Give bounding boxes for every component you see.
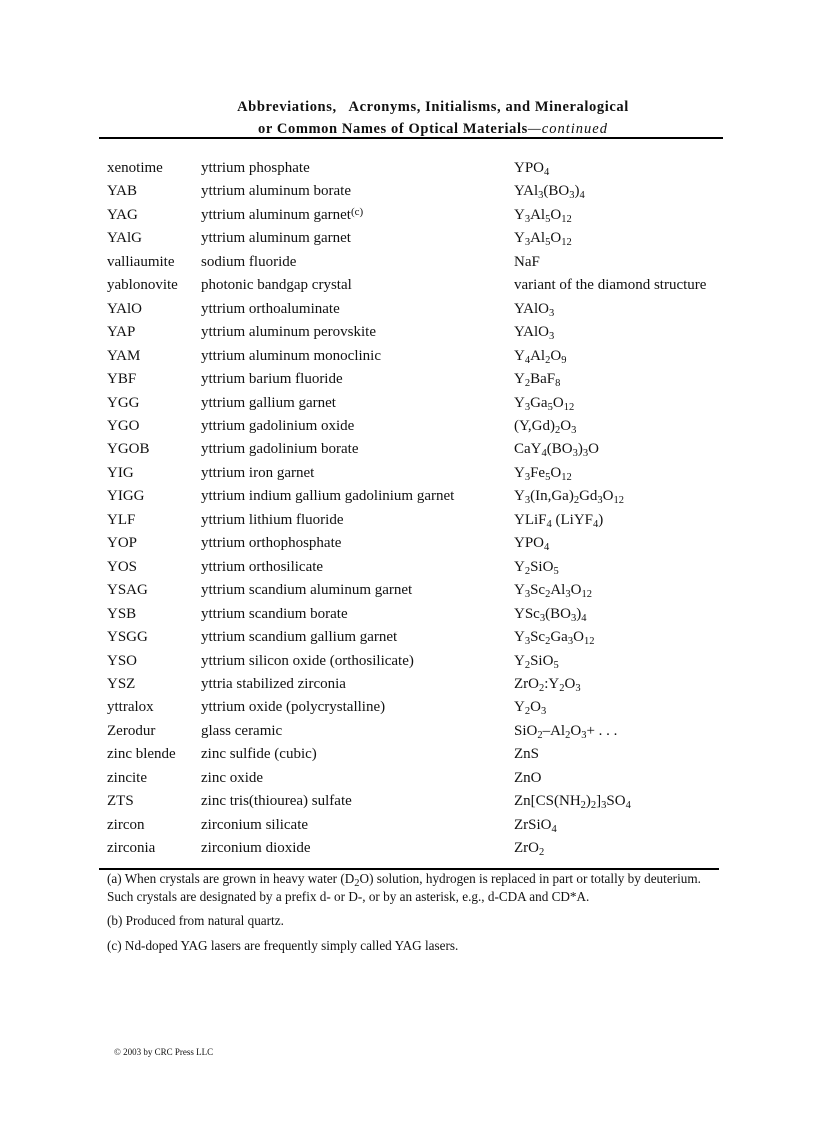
continued-dash: — [527, 121, 542, 137]
table-row [107, 720, 734, 743]
table-row [107, 392, 734, 415]
formula-cell: $Y_3Sc_2Al_3O_{12}$ [514, 582, 592, 601]
abbreviation-cell: valliaumite [107, 253, 175, 270]
formula-cell: $Zn[CS(NH_2)_2]_3SO_4$ [514, 793, 631, 812]
abbreviation-cell: xenotime [107, 160, 163, 176]
abbreviation-cell: YSGG [107, 629, 148, 646]
formula-cell: $(Y,Gd)_2O_3$ [514, 417, 577, 436]
abbreviation-cell: YSB [107, 605, 137, 622]
table-row [107, 603, 734, 626]
table-row [107, 485, 734, 508]
formula-cell: $Y_3Sc_2Ga_3O_{12}$ [514, 629, 595, 648]
abbreviation-cell: yablonovite [107, 277, 178, 294]
abbreviation-cell: YGG [107, 394, 140, 411]
table-row [107, 180, 734, 203]
material-name-cell: yttrium gadolinium oxide [201, 417, 355, 434]
table-row [107, 462, 734, 485]
formula-cell: $Y_3Fe_5O_{12}$ [514, 464, 572, 483]
formula-cell: ZrSiO$_4$ [514, 816, 557, 835]
formula-cell: $CaY_4(BO_3)_3O$ [514, 441, 599, 460]
table-row [107, 814, 734, 837]
material-name-cell: zinc oxide [201, 769, 264, 786]
abbreviation-cell: zinc blende [107, 746, 176, 763]
table-row [107, 298, 734, 321]
title-line-2-text: or Common Names of Optical Materials [258, 121, 528, 137]
table-row [107, 696, 734, 719]
materials-table [107, 157, 734, 861]
table-row [107, 743, 734, 766]
material-name-cell: yttrium gallium garnet [201, 394, 336, 411]
abbreviation-cell: YGO [107, 417, 140, 434]
formula-cell: $Y_3Al_5O_{12}$ [514, 230, 572, 249]
formula-cell: $Y_2SiO_5$ [514, 652, 559, 671]
table-row [107, 532, 734, 555]
material-name-cell: yttrium scandium aluminum garnet [201, 582, 413, 599]
copyright: © 2003 by CRC Press LLC [114, 1047, 214, 1057]
abbreviation-cell: YSAG [107, 582, 148, 599]
material-name-cell: yttrium scandium borate [201, 605, 348, 622]
table-row [107, 673, 734, 696]
formula-cell: $YPO_4$ [514, 535, 550, 554]
formula-cell: $Y_3Al_5O_{12}$ [514, 206, 572, 225]
formula-cell: $Y_2BaF_8$ [514, 371, 561, 390]
abbreviation-cell: YSZ [107, 675, 136, 692]
formula-cell: NaF [514, 253, 540, 270]
footnotes [107, 870, 711, 961]
material-name-cell: yttrium oxide (polycrystalline) [201, 699, 386, 716]
material-name-cell: yttria stabilized zirconia [201, 675, 346, 692]
material-name-cell: yttrium aluminum borate [201, 183, 351, 200]
formula-cell: YAlO$_3$ [514, 324, 555, 343]
material-name-cell: yttrium barium fluoride [201, 371, 343, 388]
abbreviation-cell: YAG [107, 206, 138, 223]
formula-cell: $ZrO_2:Y_2O_3$ [514, 675, 581, 694]
formula-cell: $Y_2O_3$ [514, 699, 547, 718]
abbreviation-cell: YGOB [107, 441, 150, 458]
material-name-cell: zinc tris(thiourea) sulfate [201, 793, 352, 810]
formula-cell: ZnS [514, 746, 540, 763]
footnote: (c) Nd-doped YAG lasers are frequently simply called YAG lasers. [107, 937, 459, 953]
material-name-cell: yttrium phosphate [201, 160, 310, 176]
formula-cell: $Y_2SiO_5$ [514, 558, 559, 577]
table-row [107, 204, 734, 227]
material-name-cell: zirconium silicate [201, 816, 309, 833]
material-name-cell: yttrium scandium gallium garnet [201, 629, 398, 646]
abbreviation-cell: YAlO [107, 300, 143, 317]
table-row [107, 579, 734, 602]
table-row [107, 650, 734, 673]
table-row [107, 837, 734, 860]
formula-cell: ZrO$_2$ [514, 840, 545, 859]
table-row [107, 345, 734, 368]
table-row [107, 626, 734, 649]
materials-table-body [107, 157, 734, 861]
table-row [107, 438, 734, 461]
continued-label: continued [541, 121, 608, 137]
formula-cell: YLiF$_4$ (LiYF$_4$) [514, 511, 604, 530]
material-name-cell: yttrium iron garnet [201, 464, 315, 481]
formula-cell: ZnO [514, 769, 542, 786]
table-row [107, 767, 734, 790]
table-row [107, 227, 734, 250]
table-row [107, 157, 734, 180]
table-row [107, 321, 734, 344]
material-name-cell: photonic bandgap crystal [201, 277, 352, 294]
formula-cell: $YSc_3(BO_3)_4$ [514, 605, 587, 624]
abbreviation-cell: YAM [107, 347, 141, 364]
formula-cell: $Y_3(In,Ga)_2Gd_3O_{12}$ [514, 488, 625, 507]
material-name-cell: yttrium aluminum garnet [201, 230, 351, 247]
material-name-cell: yttrium lithium fluoride [201, 511, 344, 528]
abbreviation-cell: zirconia [107, 840, 156, 857]
table-row [107, 556, 734, 579]
formula-cell: variant of the diamond structure [514, 277, 707, 294]
title-line-1: Abbreviations, Acronyms, Initialisms, and Mineralogical [237, 99, 629, 115]
abbreviation-cell: YAP [107, 324, 136, 341]
table-row [107, 274, 734, 297]
material-name-cell: yttrium orthosilicate [201, 558, 324, 575]
abbreviation-cell: YOP [107, 535, 138, 552]
abbreviation-cell: zincite [107, 769, 147, 786]
formula-cell: $Y_3Ga_5O_{12}$ [514, 394, 575, 413]
table-row [107, 251, 734, 274]
material-name-cell: zinc sulfide (cubic) [201, 746, 317, 763]
top-rule [99, 137, 723, 139]
material-name-cell: sodium fluoride [201, 253, 297, 270]
footnote: (a) When crystals are grown in heavy water $(D_2O)$ solution, hydrogen is replaced in part or totally by deuterium. Such crystals are designated by a prefix d- or D-, or by an asterisk, e.g., d-CDA and CD*A. [107, 871, 701, 904]
abbreviation-cell: YOS [107, 558, 138, 575]
material-name-cell: yttrium orthophosphate [201, 535, 342, 552]
table-row [107, 415, 734, 438]
abbreviation-cell: YAlG [107, 230, 143, 247]
abbreviation-cell: zircon [107, 816, 145, 833]
table-row [107, 368, 734, 391]
abbreviation-cell: ZTS [107, 793, 134, 810]
formula-cell: $YAl_3(BO_3)_4$ [514, 183, 585, 202]
material-name-cell: yttrium gadolinium borate [201, 441, 359, 458]
material-name-cell: yttrium aluminum perovskite [201, 324, 376, 341]
abbreviation-cell: yttralox [107, 699, 154, 716]
table-title [0, 96, 816, 140]
material-name-cell: yttrium aluminum garnet$^{(c)}$ [201, 205, 364, 223]
abbreviation-cell: YIG [107, 464, 134, 481]
formula-cell: YAlO$_3$ [514, 300, 555, 319]
abbreviation-cell: Zerodur [107, 722, 156, 739]
formula-cell: $YPO_4$ [514, 160, 550, 178]
material-name-cell: yttrium indium gallium gadolinium garnet [201, 488, 455, 505]
footnote: (b) Produced from natural quartz. [107, 913, 284, 928]
table-row [107, 509, 734, 532]
material-name-cell: yttrium silicon oxide (orthosilicate) [201, 652, 414, 669]
abbreviation-cell: YAB [107, 183, 138, 200]
abbreviation-cell: YSO [107, 652, 138, 669]
material-name-cell: yttrium aluminum monoclinic [201, 347, 381, 364]
formula-cell: $SiO_2-Al_2O_3+$ . . . [514, 722, 618, 741]
abbreviation-cell: YLF [107, 511, 136, 528]
table-row [107, 790, 734, 813]
material-name-cell: glass ceramic [201, 722, 283, 739]
material-name-cell: zirconium dioxide [201, 840, 311, 857]
abbreviation-cell: YIGG [107, 488, 145, 505]
material-name-cell: yttrium orthoaluminate [201, 300, 340, 317]
formula-cell: $Y_4Al_2O_9$ [514, 347, 567, 366]
abbreviation-cell: YBF [107, 371, 137, 388]
